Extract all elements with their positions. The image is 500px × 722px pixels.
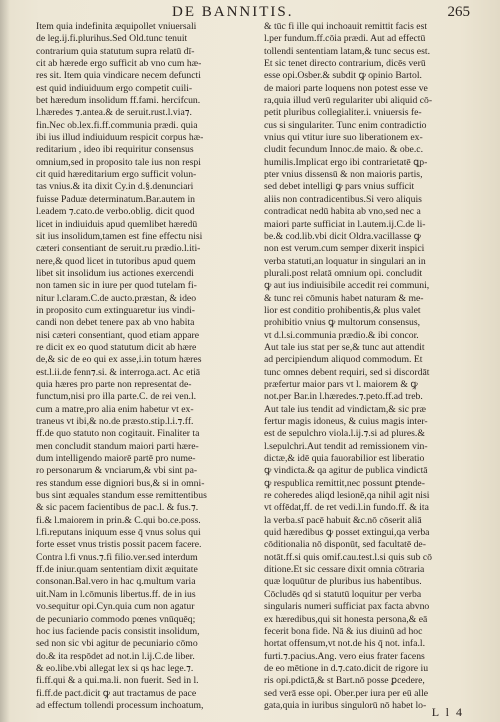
text-line: non tamen sic in iure per quod tutelam fi-	[36, 280, 197, 292]
text-line: est quid indiuiduum ergo competit cuili-	[36, 82, 193, 94]
text-line: ditione.Et sic cessare dixit omnia cōtraria	[264, 564, 425, 576]
text-line: functum,nisi pro illa parte.C. de rei ven.l.	[36, 391, 197, 403]
text-line: re dicit ex eo quod statutum dicit ab hære	[36, 341, 197, 353]
text-line: tunc omnes debent requiri, sed si discordāt	[264, 366, 430, 378]
text-line: fi.& l.maiorem in prin.& C.qui bo.ce.poss.	[36, 514, 201, 526]
text-line: in proposito cum extinguaretur ius vindi-	[36, 304, 196, 316]
text-line: de maiori parte loquens non potest esse ve	[264, 82, 428, 94]
text-line: tas vnius.& ita dixit Cy.in d.§.denunciari	[36, 181, 194, 193]
text-line: consonan.Bal.vero in hac q.multum varia	[36, 576, 196, 588]
text-line: hortat offensum,vt not.de his q̄ not. infa.l.	[264, 638, 425, 650]
text-line: Aut tale ius tendit ad vindictam,& sic præ	[264, 403, 426, 415]
text-line: non est verum.cum semper dixerit inspici	[264, 243, 425, 255]
text-line: sed non sic vbi agitur de pecuniario cōmo	[36, 638, 198, 650]
text-line: vt offēdat,ff. de ret vedi.l.in fundo.ff. & ita	[264, 502, 429, 514]
text-line: verba statuti,an loquatur in singulari an in	[264, 255, 426, 267]
text-line: libet sit insolidum ius actiones exercendi	[36, 267, 194, 279]
text-line: bus sint æquales standum esse remittentibus	[36, 490, 207, 502]
text-line: quæ loquūtur de pluribus ius habentibus.	[264, 576, 422, 588]
text-line: plurali.post relatā omnium opi. concludit	[264, 267, 423, 279]
text-line: ibi ius illud indiuiduum respicit corpus hæ-	[36, 132, 204, 144]
text-line: dictæ,& idē quia fauorabilior est liberatio	[264, 453, 425, 465]
text-line: nere,& quod licet in tutoribus apud quem	[36, 255, 196, 267]
text-line: ff.de quo statuto non cogitauit. Finaliter ta	[36, 428, 200, 440]
text-line: quia hæres pro parte non representat de-	[36, 378, 192, 390]
text-line: bet hæredum insolidum ff.fami. hercifcun.	[36, 95, 201, 107]
text-line: Cōcludēs qd si statutū loquitur per verba	[264, 588, 422, 600]
text-line: cus si singulariter. Tunc enim contradictio	[264, 119, 427, 131]
text-line: do.& ita respōdet ad not.in l.ij.C.de liber.	[36, 650, 195, 662]
text-line: sed debet intelligi ꝙ pars vnius sufficit	[264, 181, 415, 193]
text-line: ex hæredibus,qui sit honesta persona,& eā	[264, 613, 428, 625]
left-text-column	[36, 21, 250, 712]
text-line: de pecuniario commodo pœnes vnūquēq;	[36, 613, 196, 625]
text-line: fi.ff.de pact.dicit ꝙ aut tractamus de pace	[36, 687, 197, 699]
text-line: forte esset vnus tristis possit pacem facere.	[36, 539, 202, 551]
text-line: fecerit bona fide. Nā & ius diuinū ad hoc	[264, 625, 423, 637]
text-line: ris opi.pdictā,& st Bart.nō posse ꝑcedere,	[264, 675, 425, 687]
text-line: præfertur maior pars vt l. maiorem & ꝙ	[264, 378, 418, 390]
text-line: res standum esse digniori bus,& si in omni-	[36, 477, 205, 489]
text-line: ro personarum & vnciarum,& vbi sint pa-	[36, 465, 198, 477]
text-line: reditarium , ideo ibi requiritur consensus	[36, 144, 194, 156]
text-line: traneus vt ibi,& no.de præsto.stip.l.i.⁊.ff.	[36, 416, 194, 427]
text-line: cum a matre,pro alia enim habetur vt ex-	[36, 403, 194, 415]
text-line: de leg.ij.fi.plurihus.Sed Old.tunc tenuit	[36, 33, 188, 45]
text-line: l.sepulchri.Aut tendit ad remissionem vin-	[264, 440, 428, 452]
page-number: 265	[447, 4, 470, 20]
text-line: cæteri consentiant de seruit.ru prædio.l.iti-	[36, 243, 201, 255]
text-line: vnius qui vtitur iure suo liberationem ex-	[264, 132, 423, 144]
text-line: re coheredes aliqd lesionē,qa nihil agit nisi	[264, 490, 430, 502]
signature-mark: L l 4	[431, 705, 464, 719]
text-line: singularis numeri sufficiat pax facta abvno	[264, 601, 430, 613]
text-line: petit pluribus collegialiter.i. vniuersis fe-	[264, 107, 422, 119]
text-line: pter vnius dissensū & non maioris partis,	[264, 169, 423, 181]
text-line: notāt.ff.si quis omif.cau.test.l.si quis sub cō	[264, 551, 432, 563]
text-line: la verba.sī pacē habuit &c.nō cōserit aliā	[264, 514, 422, 526]
text-line: ra,quia illud verū regulariter ubi aliquid cō-	[264, 95, 433, 107]
text-line: cit quid hæreditarium ergo sufficit volun-	[36, 169, 197, 181]
text-line: de eo mētione in d.⁊.cato.dicit de rigore iu	[264, 662, 429, 674]
text-line: ad effectum tollendi processum inchoatum,	[36, 699, 204, 711]
text-line: dum intelligendo maiorē partē pro nume-	[36, 453, 196, 465]
right-text-column	[264, 21, 474, 712]
text-line: est de sepulchro viola.l.ij.⁊.si ad plures.&	[264, 428, 425, 440]
text-line: contrarium quia statutum supra relatū dī-	[36, 45, 195, 57]
gutter-shadow	[0, 0, 10, 722]
text-line: prohibitio vnius ꝙ multorum consensus,	[264, 317, 421, 329]
text-line: ad percipiendum aliquod commodum. Et	[264, 354, 423, 366]
text-line: l.per fundum.ff.cōia prædi. Aut ad effectū	[264, 33, 426, 45]
text-line: hoc ius faciende pacis consistit insolidum,	[36, 625, 200, 637]
text-line: ꝙ vindicta.& qa agitur de publica vindictā	[264, 465, 428, 477]
text-line: lior est conditio prohibentis,& plus valet	[264, 304, 421, 316]
text-line: Aut tale ius stat per se,& tunc aut attendit	[264, 341, 425, 353]
text-line: cit ab hærede ergo sufficit ab vno cum hæ-	[36, 58, 202, 70]
text-line: ꝙ respublica remittit,nec possunt ꝑtende-	[264, 477, 425, 489]
text-line: Contra l.fi vnus.⁊.fi filio.ver.sed interdum	[36, 551, 198, 563]
text-line: quid hæredibus ꝙ posset extingui,qa verba	[264, 527, 430, 539]
text-line: licet in indiuiduis apud quemlibet hæredū	[36, 218, 198, 230]
text-line: humilis.Implicat ergo ibi contrarietatē ꝗp-	[264, 156, 428, 168]
text-line: omnium,sed in proposito tale ius non respi	[36, 156, 201, 168]
text-line: l.fi.reputans iniquum esse q̄ vnus solus qui	[36, 527, 201, 539]
text-line: be.& cod.lib.vbi dicit Oldra.vacillasse ꝙ	[264, 230, 421, 242]
text-line: Item quia indefinita æquipollet vniuersali	[36, 21, 197, 32]
text-line: & tūc fi ille qui inchoauit remittit facis est	[264, 21, 428, 32]
text-line: fi.ff.qui & a qui.ma.li. non fuerit. Sed in l.	[36, 675, 199, 687]
text-line: uit.Nam in l.cōmunis libertus.ff. de in ius	[36, 588, 196, 600]
text-line: fertur magis idoneus, & cuius magis inter-	[264, 416, 428, 427]
text-line: contradicat nedū habita ab vno,sed nec a	[264, 206, 421, 218]
text-line: furti.⁊.pacius.Ang. vero eius frater facens	[264, 650, 425, 662]
text-line: vt d.l.si.communia prædio.& ibi concor.	[264, 329, 419, 341]
text-line: cludit fecundum Innoc.de maio. & obe.c.	[264, 144, 423, 156]
text-line: vo.sequitur opi.Cyn.quia cum non agatur	[36, 601, 195, 613]
text-line: ff.de iniur.quam sententiam dixit æquitate	[36, 564, 198, 576]
text-line: esse opi.Osber.& subdit ꝙ opinio Bartol.	[264, 70, 422, 82]
text-line: Et sic tenet directo contrarium, dicēs verū	[264, 58, 426, 70]
text-line: de,& sic de eo qui ex asse,i.in totum hæres	[36, 354, 202, 366]
text-line: cōditionalia nō disponūt, sed facultatē de-	[264, 539, 426, 551]
text-line: & tunc rei cōmunis habet naturam & me-	[264, 292, 424, 304]
text-line: nisi cæteri consentiant, quod etiam appare	[36, 329, 200, 341]
text-line: tollendi sententiam latam,& tunc secus est.	[264, 45, 430, 57]
text-line: sit ius insolidum,tamen est fine effectu nisi	[36, 230, 203, 242]
text-line: aliis non contradicentibus.Si vero aliquis	[264, 193, 422, 205]
running-title: DE BANNITIS.	[172, 4, 294, 20]
text-line: & eo.libe.vbi allegat lex si qs hac lege.⁊.	[36, 662, 194, 674]
text-line: l.eadem ⁊.cato.de verbo.oblig. dicit quod	[36, 206, 195, 218]
text-line: maiori parte sufficiat in l.autem.ij.C.de li-	[264, 218, 426, 230]
text-line: fin.Nec ob.lex.fi.ff.communia prædi. quia	[36, 119, 198, 131]
text-line: res sit. Item quia vindicare necem defuncti	[36, 70, 201, 82]
text-line: fuisse Paduæ determinatum.Bar.autem in	[36, 193, 196, 205]
text-line: not.per Bar.in l.hæredes.⁊.peto.ff.ad treb.	[264, 391, 423, 403]
text-line: & sic pacem facientibus de pac.l. & fus.⁊.	[36, 502, 199, 514]
text-line: ꝙ aut ius indiuisibile accedit rei communi,	[264, 280, 430, 292]
text-line: nitur l.claram.C.de aucto.præstan, & ideo	[36, 292, 197, 304]
text-line: men concludit standum maiori parti hære-	[36, 440, 199, 452]
text-line: est.l.ii.de fenn⁊.si. & interroga.act. Ac etiā	[36, 366, 201, 378]
text-line: gata,quia in iuribus singulorū nō habet lo-	[264, 699, 427, 711]
text-line: sed verā esse opi. Ober.per iura per eū alle	[264, 687, 429, 699]
text-line: candi non debet tenere pax ab vno habita	[36, 317, 195, 329]
text-line: l.hæredes ⁊.antea.& de seruit.rust.l.via⁊.	[36, 107, 192, 119]
